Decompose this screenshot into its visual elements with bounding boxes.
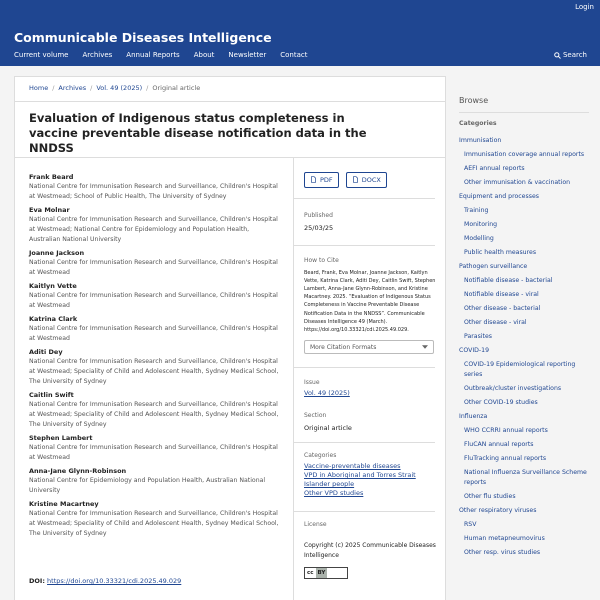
docx-label: DOCX [361,175,381,184]
author-list [29,173,281,543]
doi [29,577,181,585]
breadcrumb-archives[interactable]: Archives [58,84,87,92]
author [29,282,281,311]
author-affiliation: National Centre for Immunisation Research and Surveillance, Children's Hospital at Westmead; Speciality of Child and Adolescent Health, Sydney Medical School, The University of Sydney [29,401,279,428]
published-label: Published [304,211,333,219]
sidebar-category-item[interactable]: Influenza [459,413,488,420]
author-affiliation: National Centre for Epidemiology and Population Health, Australian National University [29,477,266,494]
author-name: Katrina Clark [29,315,78,323]
sidebar-category-item[interactable]: FluTracking annual reports [464,455,547,462]
file-icon [310,176,317,183]
author [29,249,281,278]
author-affiliation: National Centre for Immunisation Research and Surveillance, Children's Hospital at Westmead; Speciality of Child and Adolescent Health, Sydney Medical School, The University of Sydney [29,510,279,537]
divider [15,157,445,158]
creative-commons-badge[interactable] [304,567,348,579]
author [29,315,281,344]
sidebar-category-item[interactable]: AEFI annual reports [464,165,525,172]
sidebar-category-item[interactable]: Training [464,207,489,214]
sidebar-category-item[interactable]: National Influenza Surveillance Scheme reports [464,469,587,486]
sidebar-heading: Browse [459,96,489,105]
sidebar-category-item[interactable]: Equipment and processes [459,193,539,200]
doi-link[interactable]: https://doi.org/10.33321/cdi.2025.49.029 [47,577,182,585]
author-affiliation: National Centre for Immunisation Research and Surveillance, Children's Hospital at Westmead; National Centre for Epidemiology and Population Health, Australian National University [29,216,278,243]
sidebar-category-item[interactable]: Other disease - bacterial [464,305,541,312]
sidebar-category-item[interactable]: FluCAN annual reports [464,441,534,448]
breadcrumb [29,84,200,92]
breadcrumb-separator: / [146,84,149,92]
breadcrumb-home[interactable]: Home [29,84,49,92]
article-details [304,166,438,579]
author [29,206,281,245]
author [29,348,281,387]
author-affiliation: National Centre for Immunisation Research and Surveillance, Children's Hospital at Westmead; Speciality of Child and Adolescent Health, Sydney Medical School, The University of Sydney [29,358,279,385]
divider [294,367,435,368]
docx-download-button[interactable] [346,172,387,188]
category-link[interactable]: VPD in Aboriginal and Torres Strait Islander people [304,471,416,489]
citation-text: Beard, Frank, Eva Molnar, Joanne Jackson, Kaitlyn Vette, Katrina Clark, Aditi Dey, Caitlin Swift, Stephen Lambert, Anna-Jane Glynn-Robinson, and Kristine Macartney. 2025. “Evaluation of Indigenous Status Completeness in Vaccine Preventable Disease Notification Data in the NNDSS”. Communicable Diseases Intelligence 49 (March). https://doi.org/10.33321/cdi.2025.49.029. [304,269,436,333]
citation-formats-dropdown[interactable] [304,340,434,354]
nav-newsletter[interactable]: Newsletter [228,51,267,59]
author-name: Aditi Dey [29,348,63,356]
author-name: Frank Beard [29,173,74,181]
author-name: Stephen Lambert [29,434,93,442]
sidebar-category-item[interactable]: COVID-19 [459,347,490,354]
chevron-down-icon [422,345,428,349]
citation-formats-label: More Citation Formats [310,343,377,351]
divider [294,198,435,199]
divider [294,511,435,512]
nav-archives[interactable]: Archives [82,51,113,59]
sidebar-category-item[interactable]: Parasites [464,333,492,340]
breadcrumb-separator: / [90,84,93,92]
search-label: Search [562,51,587,59]
issue-label: Issue [304,379,320,387]
sidebar-subheading: Categories [459,120,497,127]
sidebar-category-item[interactable]: RSV [464,521,477,528]
category-link[interactable]: Vaccine-preventable diseases [304,462,401,471]
sidebar-category-item[interactable]: Pathogen surveillance [459,263,528,270]
sidebar-category-item[interactable]: Modelling [464,235,494,242]
site-title[interactable]: Communicable Diseases Intelligence [14,30,272,45]
author [29,391,281,430]
article-title: Evaluation of Indigenous status completeness in vaccine preventable disease notification data in the NNDSS [29,111,367,155]
category-list [459,136,594,558]
sidebar-category-item[interactable]: Other flu studies [464,493,516,500]
author-name: Kristine Macartney [29,500,99,508]
divider [15,101,445,102]
author-affiliation: National Centre for Immunisation Research and Surveillance, Children's Hospital at Westmead; School of Public Health, The University of Sydney [29,183,278,200]
site-header [0,0,600,66]
login-link[interactable]: Login [575,3,594,11]
divider [294,442,435,443]
sidebar-category-item[interactable]: Immunisation coverage annual reports [464,151,585,158]
category-link[interactable]: Other VPD studies [304,489,364,498]
nav-contact[interactable]: Contact [280,51,308,59]
doi-label: DOI: [29,577,45,585]
sidebar-category-item[interactable]: Public health measures [464,249,537,256]
author-name: Kaitlyn Vette [29,282,77,290]
sidebar-category-item[interactable]: Other resp. virus studies [464,549,541,556]
sidebar-category-item[interactable]: WHO CCRRI annual reports [464,427,548,434]
author [29,173,281,202]
main-nav [14,51,308,59]
search-icon [554,52,561,59]
author [29,467,281,496]
cc-mark: cc [307,570,314,577]
breadcrumb-volume[interactable]: Vol. 49 (2025) [96,84,143,92]
pdf-download-button[interactable] [304,172,339,188]
breadcrumb-current: Original article [152,84,201,92]
author-affiliation: National Centre for Immunisation Research and Surveillance, Children's Hospital at Westmead [29,444,278,461]
file-icon [352,176,359,183]
author [29,434,281,463]
nav-about[interactable]: About [193,51,215,59]
sidebar-category-item[interactable]: Outbreak/cluster investigations [464,385,562,392]
sidebar-category-item[interactable]: COVID-19 Epidemiological reporting series [464,361,576,378]
nav-current-volume[interactable]: Current volume [14,51,69,59]
sidebar [446,76,600,600]
categories-label: Categories [304,452,337,460]
pdf-label: PDF [320,175,333,184]
how-to-cite-label: How to Cite [304,256,339,264]
nav-annual-reports[interactable]: Annual Reports [126,51,180,59]
section-value: Original article [304,424,352,433]
sidebar-category-item[interactable]: Other COVID-19 studies [464,399,538,406]
by-mark: BY [317,570,326,577]
section-label: Section [304,412,327,420]
author-name: Eva Molnar [29,206,70,214]
article-card [14,76,446,600]
license-label: License [304,521,327,529]
divider [459,112,589,113]
divider [294,245,435,246]
search-link[interactable] [554,51,587,59]
sidebar-category-item[interactable]: Other immunisation & vaccination [464,179,571,186]
published-date: 25/03/25 [304,223,334,232]
issue-link[interactable]: Vol. 49 (2025) [304,389,350,398]
license-text: Copyright (c) 2025 Communicable Diseases Intelligence [304,542,436,560]
sidebar-category-item[interactable]: Immunisation [459,137,502,144]
author-name: Anna-Jane Glynn-Robinson [29,467,127,475]
sidebar-category-item[interactable]: Other respiratory viruses [459,507,537,514]
sidebar-category-item[interactable]: Notifiable disease - bacterial [464,277,553,284]
author-affiliation: National Centre for Immunisation Research and Surveillance, Children's Hospital at Westmead [29,292,278,309]
author [29,500,281,539]
column-divider [293,157,294,600]
author-affiliation: National Centre for Immunisation Research and Surveillance, Children's Hospital at Westmead [29,259,278,276]
sidebar-category-item[interactable]: Human metapneumovirus [464,535,545,542]
sidebar-category-item[interactable]: Other disease - viral [464,319,527,326]
author-name: Joanne Jackson [29,249,85,257]
sidebar-category-item[interactable]: Monitoring [464,221,498,228]
author-affiliation: National Centre for Immunisation Research and Surveillance, Children's Hospital at Westmead [29,325,278,342]
sidebar-category-item[interactable]: Notifiable disease - viral [464,291,539,298]
breadcrumb-separator: / [52,84,55,92]
author-name: Caitlin Swift [29,391,74,399]
